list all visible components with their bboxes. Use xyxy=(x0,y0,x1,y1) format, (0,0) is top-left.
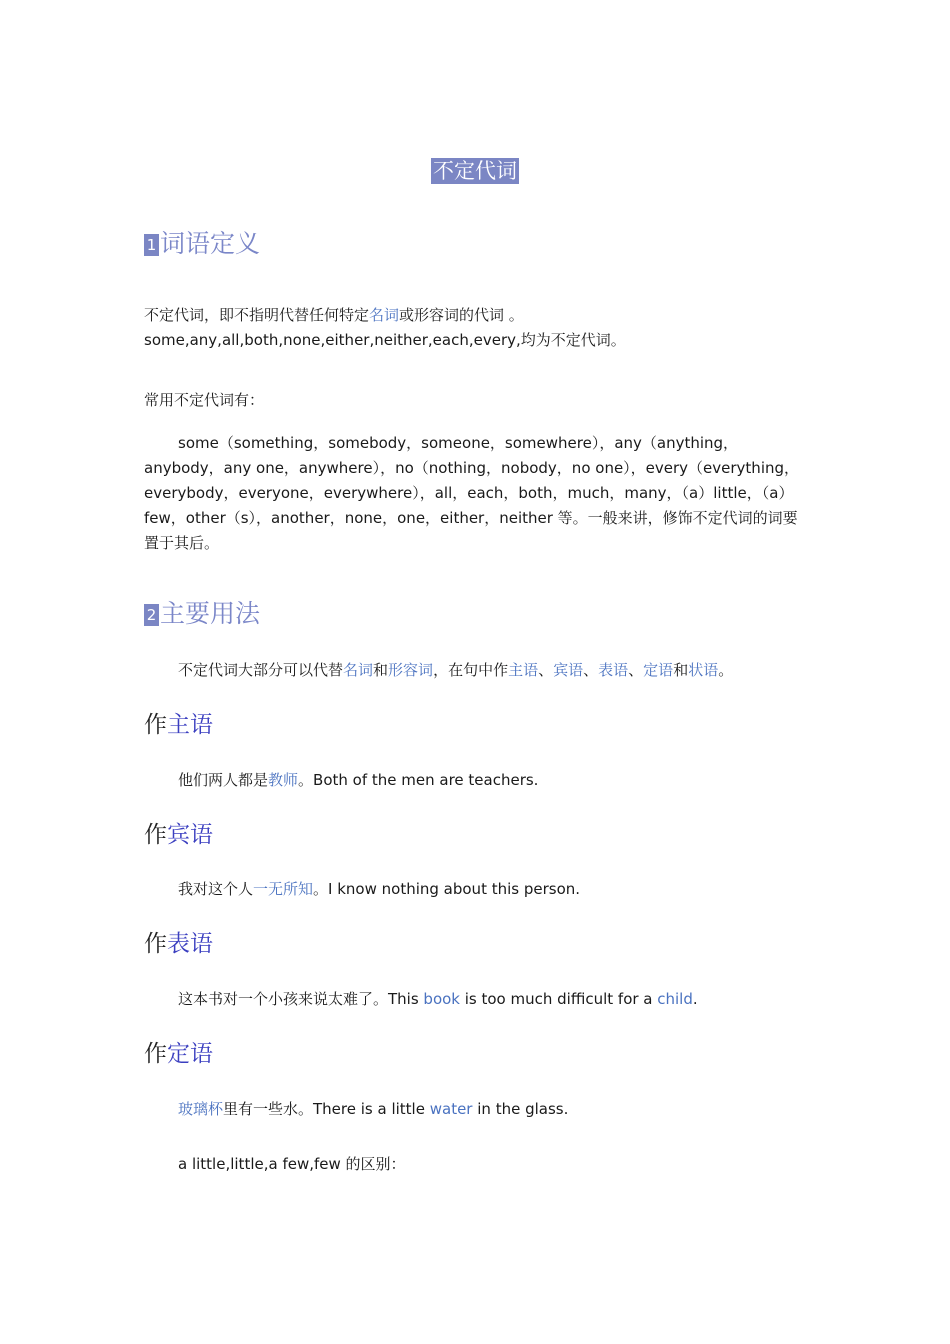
definition-text-a: 不定代词，即不指明代替任何特定 xyxy=(144,306,370,324)
example-text: . xyxy=(692,990,698,1008)
link-attributive[interactable]: 定语 xyxy=(643,661,674,679)
page-title: 不定代词 xyxy=(433,159,517,183)
intro-text: 和 xyxy=(373,661,389,679)
object-example xyxy=(178,877,808,902)
link-subject[interactable]: 主语 xyxy=(508,661,539,679)
definition-paragraph xyxy=(144,303,808,353)
subject-example xyxy=(178,768,808,793)
usage-intro xyxy=(178,658,808,683)
link-book[interactable]: book xyxy=(423,990,460,1008)
subject-heading xyxy=(144,710,213,740)
intro-text: ，在句中作 xyxy=(433,661,509,679)
example-text: 。I know nothing about this person. xyxy=(313,880,581,898)
link-noun[interactable]: 名词 xyxy=(343,661,374,679)
example-text: 我对这个人 xyxy=(178,880,254,898)
difference-label: a little,little,a few,few 的区别： xyxy=(178,1155,406,1173)
subject-heading-label: 主语 xyxy=(167,712,213,738)
title-wrapper xyxy=(0,158,950,184)
intro-text: 不定代词大部分可以代替 xyxy=(178,661,344,679)
link-child[interactable]: child xyxy=(657,990,693,1008)
intro-text: 、 xyxy=(538,661,554,679)
subject-heading-prefix: 作 xyxy=(144,712,167,738)
example-text: is too much difficult for a xyxy=(459,990,658,1008)
link-know-nothing[interactable]: 一无所知 xyxy=(253,880,314,898)
definition-line-2: some,any,all,both,none,either,neither,each,every,均为不定代词。 xyxy=(144,331,626,349)
object-heading xyxy=(144,820,213,850)
section-1-heading xyxy=(144,228,260,260)
link-object[interactable]: 宾语 xyxy=(553,661,584,679)
example-text: 这本书对一个小孩来说太难了。This xyxy=(178,990,424,1008)
example-text: 。Both of the men are teachers. xyxy=(298,771,539,789)
example-text: in the glass. xyxy=(472,1100,569,1118)
section-1-title: 词语定义 xyxy=(160,229,261,258)
section-1-number: 1 xyxy=(144,234,159,256)
common-list-paragraph: some（something，somebody，someone，somewhere），any（anything，anybody，any one，anywhere），no（nothing，nobody，no one），every（everything，everybody，everyone，everywhere），all，each，both，much，many，（a）little，（a）few，other（s），another，none，one，either，neither 等。一般来讲，修饰不定代词的词要置于其后。 xyxy=(144,434,800,552)
intro-text: 、 xyxy=(628,661,644,679)
link-adjective[interactable]: 形容词 xyxy=(388,661,434,679)
definition-text-b: 或形容词的代词 。 xyxy=(399,306,524,324)
link-noun[interactable]: 名词 xyxy=(369,306,400,324)
attributive-heading-label: 定语 xyxy=(167,1041,213,1067)
predicative-heading-label: 表语 xyxy=(167,931,213,957)
attributive-heading-prefix: 作 xyxy=(144,1041,167,1067)
object-heading-prefix: 作 xyxy=(144,822,167,848)
intro-text: 和 xyxy=(673,661,689,679)
definition-line-1 xyxy=(144,303,808,328)
link-predicative[interactable]: 表语 xyxy=(598,661,629,679)
intro-text: 。 xyxy=(718,661,734,679)
section-2-title: 主要用法 xyxy=(160,599,261,628)
section-2-heading xyxy=(144,598,260,630)
object-heading-label: 宾语 xyxy=(167,822,213,848)
section-2-number: 2 xyxy=(144,604,159,626)
intro-text: 、 xyxy=(583,661,599,679)
common-label: 常用不定代词有： xyxy=(144,391,265,409)
predicative-example xyxy=(178,987,808,1012)
example-text: 里有一些水。There is a little xyxy=(223,1100,430,1118)
example-text: 他们两人都是 xyxy=(178,771,269,789)
link-water[interactable]: water xyxy=(429,1100,473,1118)
attributive-heading xyxy=(144,1039,213,1069)
attributive-example xyxy=(178,1097,808,1122)
predicative-heading xyxy=(144,929,213,959)
link-teacher[interactable]: 教师 xyxy=(268,771,299,789)
predicative-heading-prefix: 作 xyxy=(144,931,167,957)
link-glass[interactable]: 玻璃杯 xyxy=(178,1100,224,1118)
link-adverbial[interactable]: 状语 xyxy=(688,661,719,679)
